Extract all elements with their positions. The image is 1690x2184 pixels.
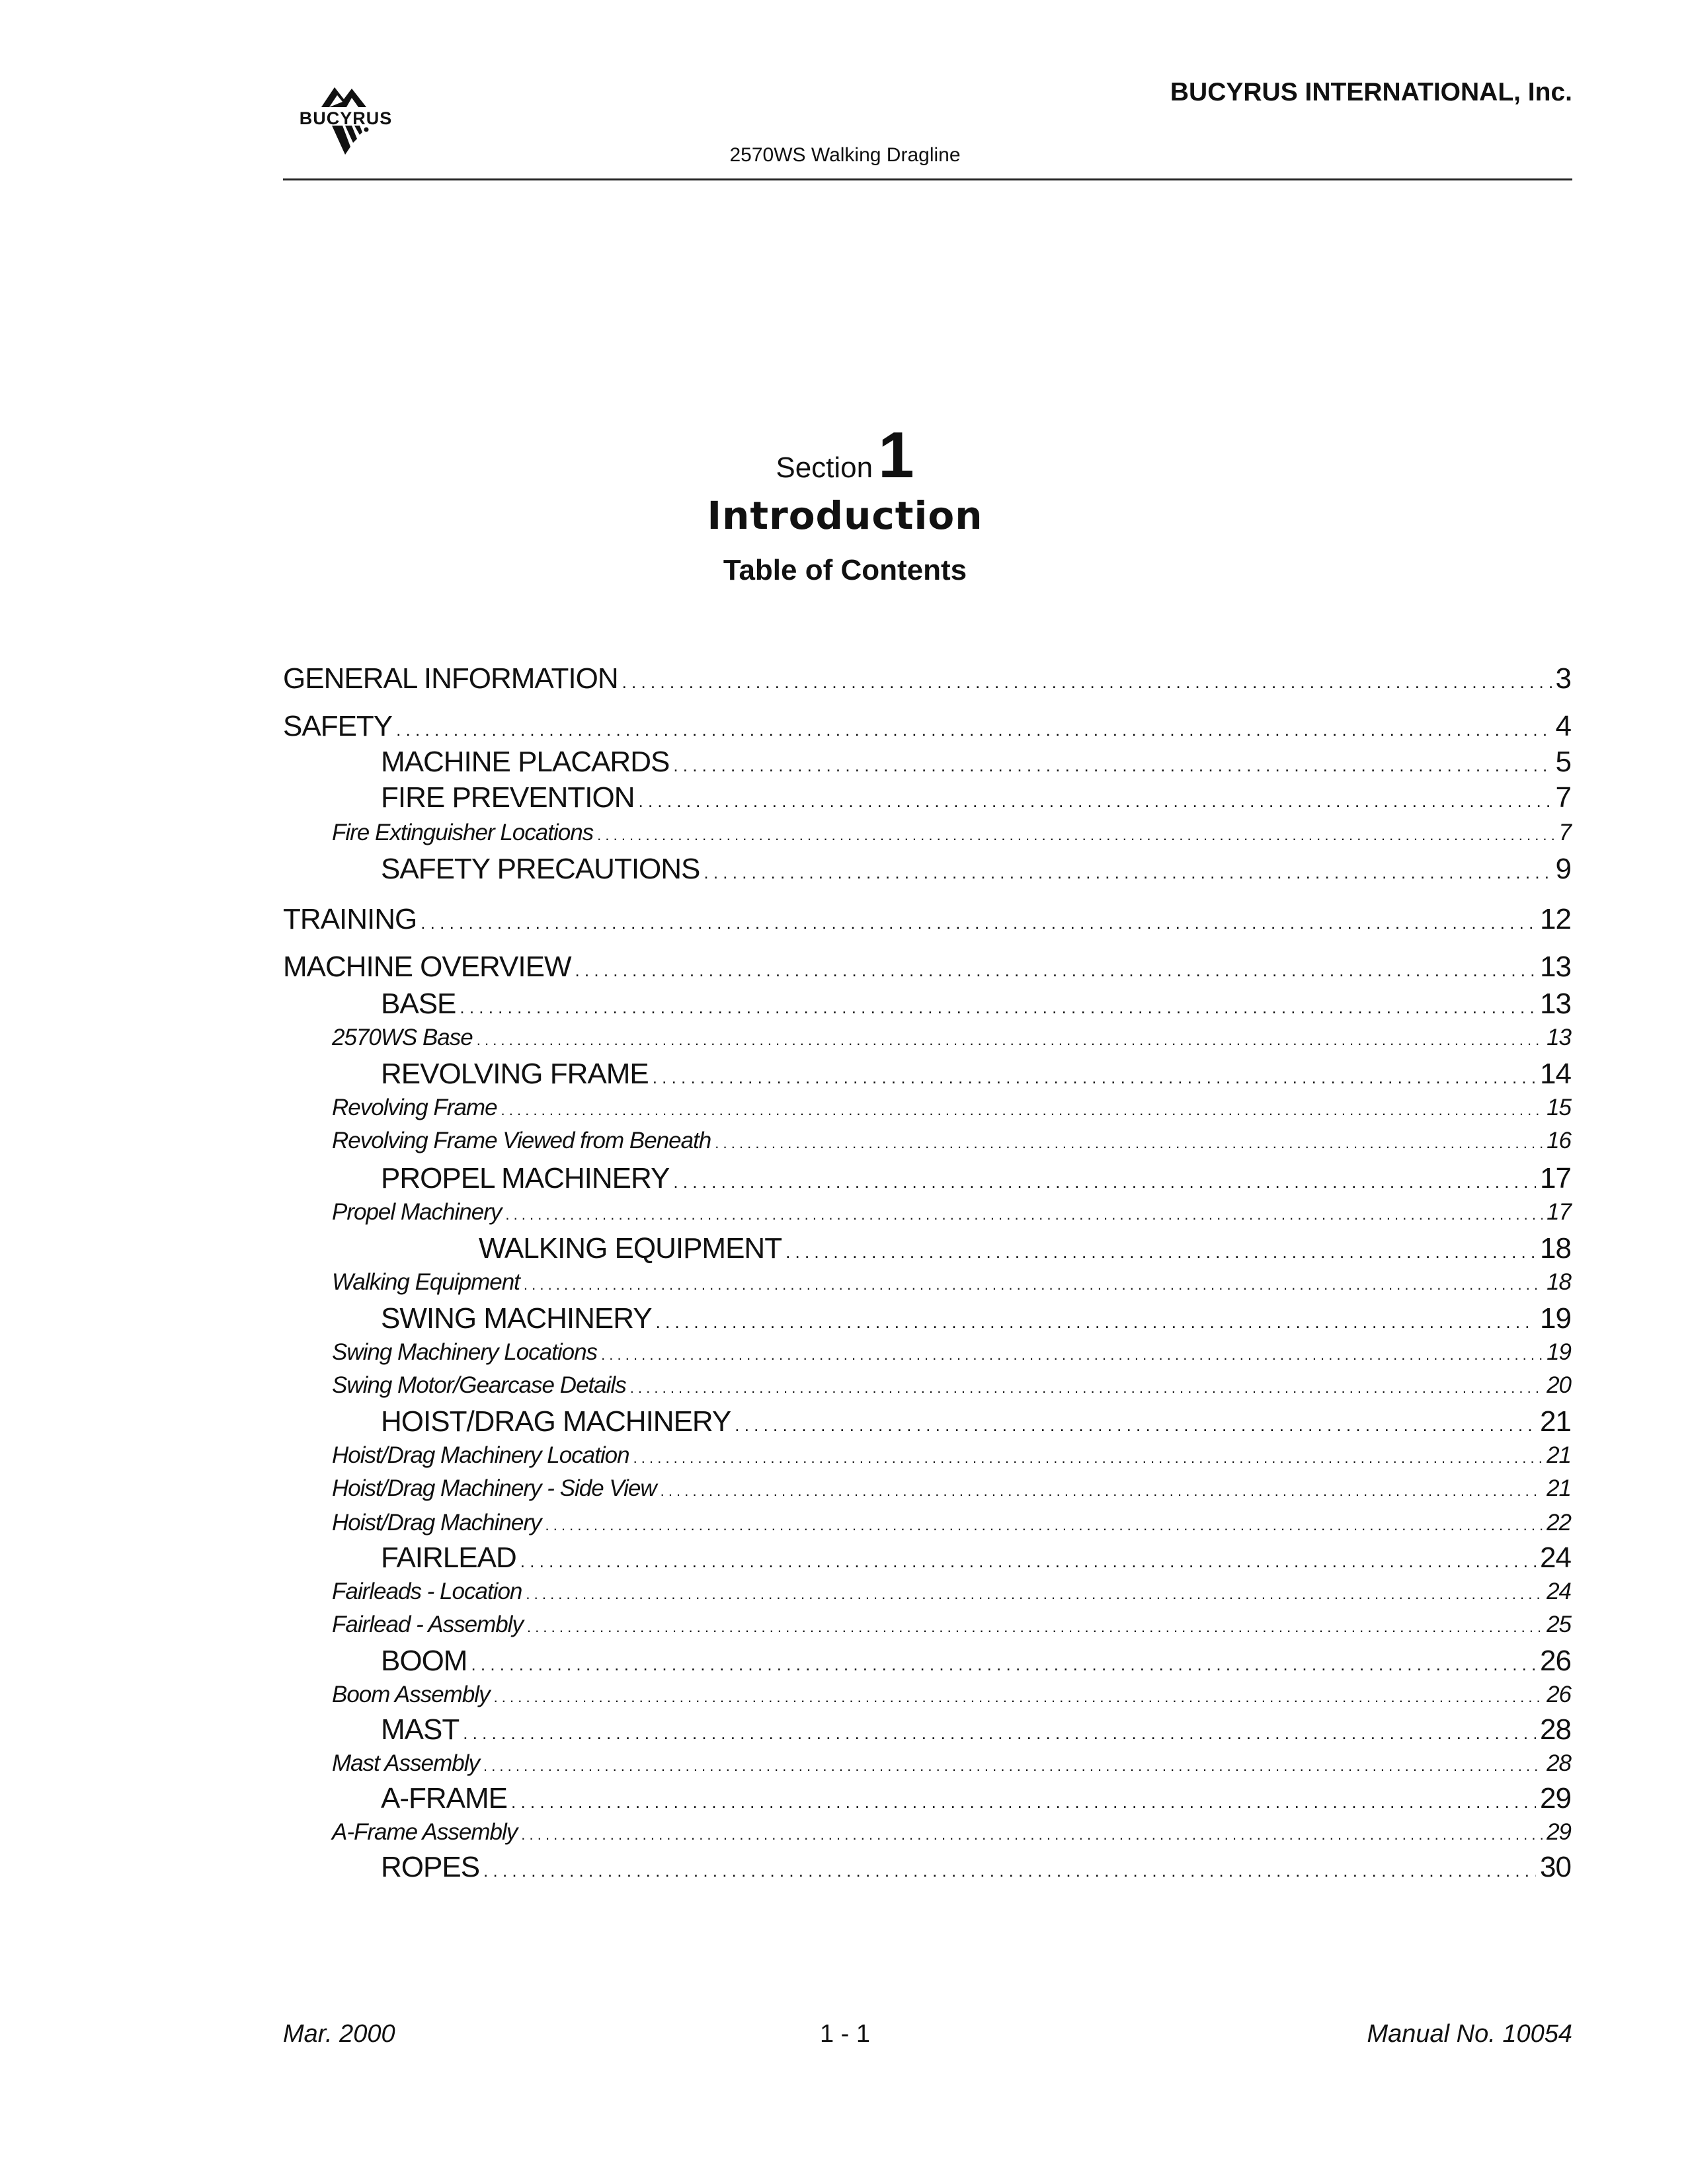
toc-leader-dots [483,1758,1543,1775]
toc-leader-dots [545,1517,1543,1534]
toc-leader-dots [421,913,1536,933]
toc-entry [381,1782,1571,1815]
toc-entry [332,1095,1571,1121]
toc-entry-page: 15 [1547,1095,1571,1120]
toc-leader-dots [597,827,1554,844]
toc-leader-dots [661,1483,1543,1500]
toc-entry [381,781,1571,814]
toc-entry-page: 21 [1540,1405,1571,1438]
toc-leader-dots [471,1655,1536,1675]
toc-entry-page: 7 [1555,781,1571,814]
toc-entry-page: 28 [1540,1713,1571,1746]
toc-entry-page: 30 [1540,1851,1571,1883]
toc-entry-label: PROPEL MACHINERY [381,1162,670,1194]
toc-leader-dots [633,1450,1543,1467]
toc-leader-dots [483,1861,1536,1881]
footer-manual-number: Manual No. 10054 [1367,2020,1572,2048]
toc-entry [283,951,1571,984]
toc-entry-page: 17 [1540,1162,1571,1194]
toc-entry-label: Mast Assembly [332,1750,479,1776]
toc-entry-page: 28 [1547,1750,1571,1776]
header-rule [283,178,1572,180]
toc-entry-page: 13 [1547,1025,1571,1050]
toc-entry-label: GENERAL INFORMATION [283,662,618,695]
toc-entry-label: FIRE PREVENTION [381,781,635,814]
toc-entry-label: TRAINING [283,903,417,935]
toc-entry [332,1128,1571,1154]
toc-entry-page: 26 [1547,1682,1571,1707]
toc-entry [479,1232,1571,1265]
toc-leader-dots [673,1172,1536,1192]
toc-entry-page: 19 [1540,1302,1571,1335]
toc-leader-dots [521,1826,1543,1844]
toc-entry-page: 24 [1547,1579,1571,1604]
section-word: Section [776,451,873,484]
toc-entry-label: REVOLVING FRAME [381,1058,649,1090]
toc-entry-label: SAFETY [283,710,393,742]
toc-entry-page: 17 [1547,1199,1571,1225]
toc-leader-dots [505,1206,1543,1224]
toc-entry-label: SWING MACHINERY [381,1302,652,1335]
toc-entry-label: BOOM [381,1645,467,1677]
toc-entry [332,1199,1571,1226]
document-title: 2570WS Walking Dragline [729,144,961,166]
toc-leader-dots [656,1312,1536,1333]
toc-entry-label: HOIST/DRAG MACHINERY [381,1405,731,1438]
toc-entry [332,1475,1571,1502]
toc-leader-dots [463,1723,1536,1744]
toc-entry-page: 13 [1540,951,1571,983]
toc-entry [332,820,1571,846]
toc-entry-label: MACHINE OVERVIEW [283,951,571,983]
introduction-title: Introduction [707,493,983,538]
toc-leader-dots [520,1551,1536,1572]
toc-leader-dots [524,1276,1543,1294]
toc-entry-page: 4 [1555,710,1571,742]
toc-entry [381,1162,1571,1195]
toc-leader-dots [477,1032,1543,1049]
toc-entry-page: 21 [1547,1475,1571,1501]
toc-entry-page: 7 [1558,820,1571,845]
toc-entry [381,988,1571,1021]
toc-entry [381,1405,1571,1438]
toc-entry [381,1851,1571,1884]
section-heading [0,418,1690,492]
toc-entry [332,1750,1571,1777]
toc-leader-dots [785,1242,1536,1263]
toc-entry [332,1372,1571,1399]
toc-entry-page: 29 [1547,1819,1571,1845]
toc-leader-dots [527,1619,1543,1636]
toc-entry-page: 3 [1555,662,1571,695]
toc-entry [381,1302,1571,1335]
toc-entry-page: 12 [1540,903,1571,935]
toc-entry-label: SAFETY PRECAUTIONS [381,853,700,885]
logo-wordmark: BUCYRUS [299,108,393,128]
toc-entry-label: Hoist/Drag Machinery - Side View [332,1475,657,1501]
toc-entry-label: Boom Assembly [332,1682,490,1707]
toc-entry-page: 22 [1547,1510,1571,1536]
toc-leader-dots [575,960,1536,981]
toc-entry [332,1819,1571,1846]
toc-entry-label: A-Frame Assembly [332,1819,518,1845]
toc-entry [283,662,1571,695]
toc-entry-label: Revolving Frame [332,1095,497,1120]
toc-leader-dots [653,1068,1536,1088]
toc-leader-dots [460,997,1536,1018]
toc-entry [381,1645,1571,1678]
toc-leader-dots [673,756,1551,776]
toc-entry [332,1442,1571,1469]
toc-entry [283,903,1571,936]
toc-entry-label: MAST [381,1713,460,1746]
toc-entry [332,1579,1571,1605]
toc-leader-dots [511,1792,1536,1813]
toc-entry-label: Hoist/Drag Machinery Location [332,1442,629,1468]
toc-entry-page: 21 [1547,1442,1571,1468]
toc-entry [332,1269,1571,1296]
toc-leader-dots [601,1346,1543,1364]
toc-entry-page: 13 [1540,988,1571,1020]
toc-entry-page: 9 [1555,853,1571,885]
toc-entry [332,1510,1571,1536]
toc-entry-page: 20 [1547,1372,1571,1398]
toc-leader-dots [704,863,1551,883]
toc-entry-label: Fairlead - Assembly [332,1612,523,1637]
toc-heading: Table of Contents [723,554,967,586]
toc-entry [381,1713,1571,1746]
toc-entry [283,710,1571,743]
toc-entry-label: FAIRLEAD [381,1541,516,1574]
toc-entry-label: Walking Equipment [332,1269,520,1295]
toc-entry [332,1025,1571,1051]
toc-leader-dots [715,1135,1543,1152]
toc-entry-page: 16 [1547,1128,1571,1153]
toc-leader-dots [639,791,1552,812]
toc-entry-label: BASE [381,988,456,1020]
toc-entry-page: 25 [1547,1612,1571,1637]
toc-entry [381,853,1571,886]
toc-entry [332,1612,1571,1638]
company-name: BUCYRUS INTERNATIONAL, Inc. [1170,78,1572,106]
toc-entry-label: 2570WS Base [332,1025,473,1050]
toc-entry [381,746,1571,779]
toc-entry-label: Swing Machinery Locations [332,1339,598,1365]
toc-entry-page: 14 [1540,1058,1571,1090]
toc-entry-page: 18 [1547,1269,1571,1295]
toc-leader-dots [494,1689,1543,1706]
toc-entry-label: WALKING EQUIPMENT [479,1232,782,1265]
footer-page-number: 1 - 1 [819,2020,871,2048]
toc-entry-label: Revolving Frame Viewed from Beneath [332,1128,711,1153]
toc-entry-page: 29 [1540,1782,1571,1814]
toc-leader-dots [396,720,1551,740]
toc-entry-label: A-FRAME [381,1782,507,1814]
toc-leader-dots [735,1415,1536,1436]
toc-leader-dots [630,1380,1543,1397]
toc-entry-label: ROPES [381,1851,480,1883]
toc-entry-label: Fairleads - Location [332,1579,522,1604]
toc-entry-page: 18 [1540,1232,1571,1265]
toc-entry-page: 24 [1540,1541,1571,1574]
section-number: 1 [878,418,914,491]
toc-entry [381,1541,1571,1575]
toc-leader-dots [622,672,1552,693]
toc-entry-label: Fire Extinguisher Locations [332,820,594,845]
toc-leader-dots [526,1586,1543,1603]
toc-entry-label: Hoist/Drag Machinery [332,1510,542,1536]
toc-entry-label: Propel Machinery [332,1199,502,1225]
toc-entry-page: 19 [1547,1339,1571,1365]
footer-date: Mar. 2000 [283,2020,395,2048]
toc-entry-label: Swing Motor/Gearcase Details [332,1372,626,1398]
toc-entry-page: 26 [1540,1645,1571,1677]
toc-entry [332,1339,1571,1366]
toc-entry-page: 5 [1555,746,1571,778]
toc-entry-label: MACHINE PLACARDS [381,746,670,778]
toc-entry [381,1058,1571,1091]
toc-entry [332,1682,1571,1708]
toc-leader-dots [501,1102,1543,1119]
